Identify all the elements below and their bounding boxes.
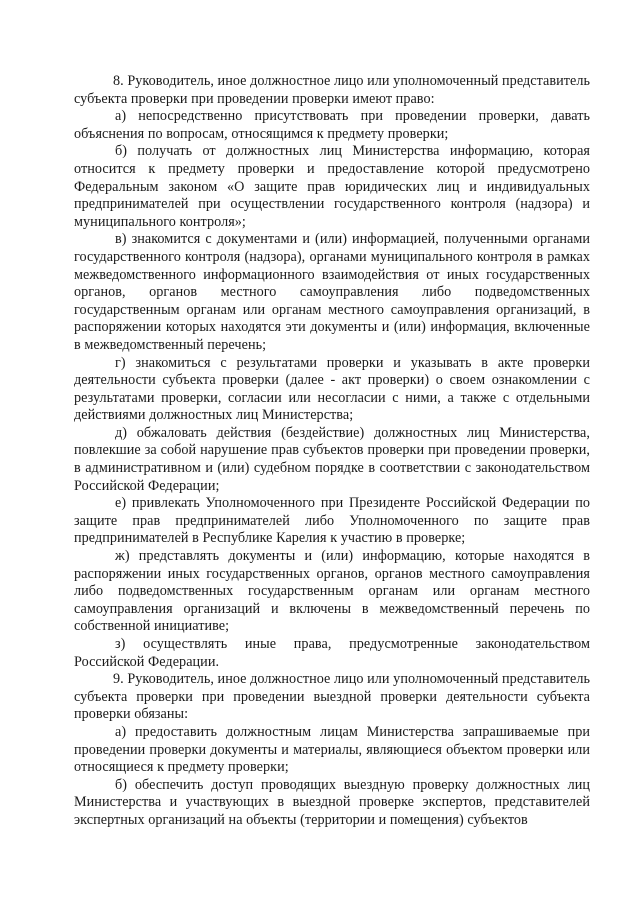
paragraph-8e: д) обжаловать действия (бездействие) должностных лиц Министерства, повлекшие за собой нарушение прав субъектов проверки при проведении проверки, в административном и (или) судебном порядке в соответствии с законодательством Российской Федерации;: [74, 424, 590, 494]
paragraph-8a: а) непосредственно присутствовать при проведении проверки, давать объяснения по вопросам, относящимся к предмету проверки;: [74, 108, 590, 142]
paragraph-9a: а) предоставить должностным лицам Министерства запрашиваемые при проведении проверки документы и материалы, являющиеся объектом проверки или относящиеся к предмету проверки;: [74, 723, 590, 776]
paragraph-8d: г) знакомиться с результатами проверки и указывать в акте проверки деятельности субъекта проверки (далее - акт проверки) о своем ознакомлении с результатами проверки, согласии или несогласии с ними, а также с отдельными действиями должностных лиц Министерства;: [74, 354, 590, 424]
paragraph-8h: з) осуществлять иные права, предусмотренные законодательством Российской Федерации.: [74, 636, 590, 670]
document-page: [74, 73, 590, 830]
paragraph-8c: в) знакомится с документами и (или) информацией, полученными органами государственного контроля (надзора), органами муниципального контроля в рамках межведомственного информационного взаимодействия от иных государственных органов, органов местного самоуправления либо подведомственных государственным органам или органам местного самоуправления организаций, в распоряжении которых находятся эти документы и (или) информация, включенные в межведомственный перечень;: [74, 231, 590, 353]
paragraph-9-heading: 9. Руководитель, иное должностное лицо или уполномоченный представитель субъекта проверки при проведении выездной проверки деятельности субъекта проверки обязаны:: [74, 671, 590, 723]
paragraph-8-heading: 8. Руководитель, иное должностное лицо или уполномоченный представитель субъекта проверки при проведении проверки имеют право:: [74, 73, 590, 107]
paragraph-8g: ж) представлять документы и (или) информацию, которые находятся в распоряжении иных государственных органов, органов местного самоуправления либо подведомственных государственным органам или органам местного самоуправления организаций и включены в межведомственный перечень по собственной инициативе;: [74, 548, 590, 635]
paragraph-9b: б) обеспечить доступ проводящих выездную проверку должностных лиц Министерства и участвующих в выездной проверке экспертов, представителей экспертных организаций на объекты (территории и помещения) субъектов: [74, 776, 590, 828]
paragraph-8f: е) привлекать Уполномоченного при Президенте Российской Федерации по защите прав предпринимателей либо Уполномоченного по защите прав предпринимателей в Республике Карелия к участию в проверке;: [74, 495, 590, 547]
paragraph-8b: б) получать от должностных лиц Министерства информацию, которая относится к предмету проверки и предоставление которой предусмотрено Федеральным законом «О защите прав юридических лиц и индивидуальных предпринимателей при осуществлении государственного контроля (надзора) и муниципального контроля»;: [74, 143, 590, 230]
